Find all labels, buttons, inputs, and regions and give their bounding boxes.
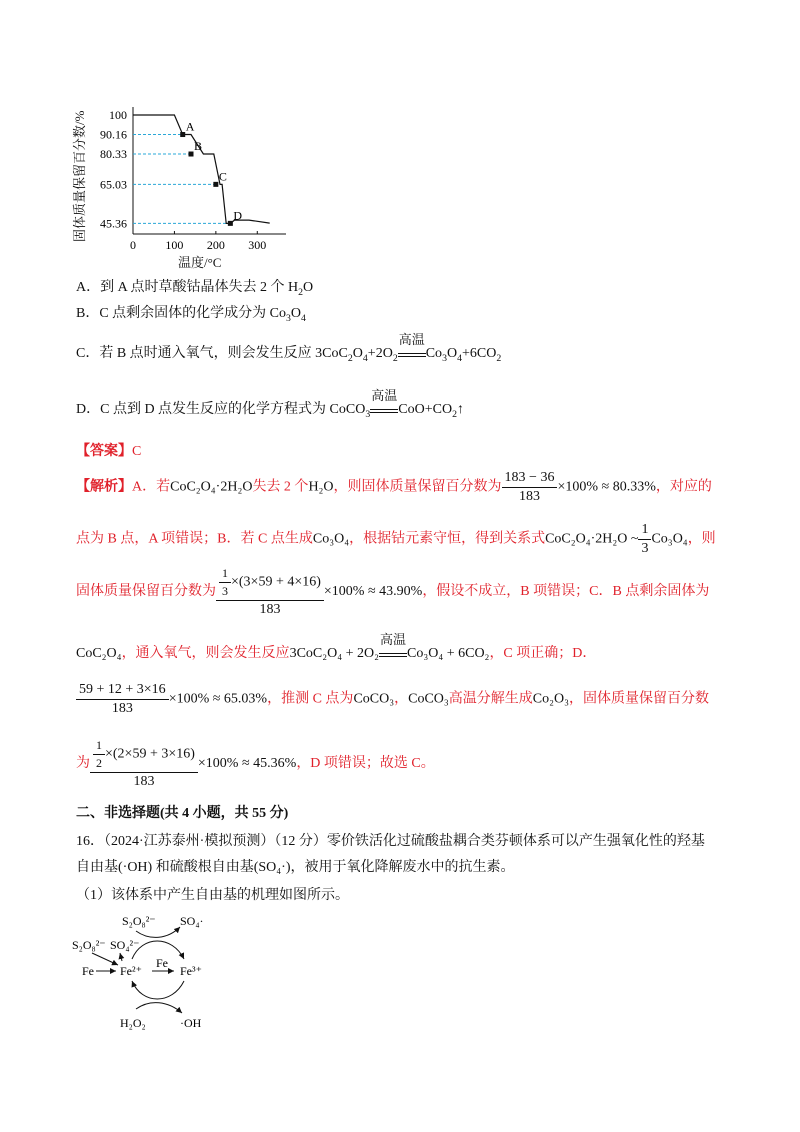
numerator [90,738,198,773]
analysis-line-2 [76,522,716,557]
x-tick-label: 200 [206,238,225,252]
numerator-text: ×(2×59 + 3×16) [105,746,195,762]
option-c-text: C．若 B 点时通入氧气，则会发生反应 3CoC [76,346,348,361]
formula: H₂O [308,479,334,495]
inner-fraction [93,738,105,771]
formula: ×100% ≈ 45.36% [197,756,297,772]
option-b-mid: O [290,306,302,321]
question-line-2 [76,856,515,876]
option-d [76,388,464,420]
formula: ×100% ≈ 43.90% [323,584,423,600]
x-tick-label: 100 [165,238,184,252]
txt: ，D 项错误；故选 C。 [296,756,435,772]
denominator: 3 [222,584,228,598]
txt: ，通入氧气，则会发生反应 [121,646,290,661]
txt: A．若 [132,479,171,495]
bottom-arc-arrow [132,981,184,999]
y-tick-label: 80.33 [100,147,127,162]
txt: 高温分解生成 [448,691,533,707]
fe2-label: Fe²⁺ [120,964,142,978]
s2o8-top-label: S₂O₈²⁻ [122,914,156,928]
txt: O [446,346,458,361]
h2o2-label: H₂O₂ [120,1016,146,1030]
txt: ，固体质量保留百分数 [569,691,709,707]
txt: )，被用于氧化降解废水中的抗生素。 [285,860,515,875]
s2o8-left-label: S₂O₈²⁻ [72,938,106,952]
s2o8-to-fe2-arrow [92,953,118,965]
data-line [133,115,270,223]
analysis-line-1 [76,470,712,505]
inner-fraction [219,566,231,599]
txt: O [352,346,363,361]
equals-sign [379,653,407,657]
point-marker [180,132,185,137]
gas-arrow: ↑ [456,402,464,417]
txt: ，对应的 [655,479,712,495]
sub: 2 [452,408,457,420]
analysis-line-6 [76,738,435,790]
option-a-post: O [302,280,314,295]
fraction [502,470,558,505]
numerator-text: ×(3×59 + 4×16) [231,574,321,590]
condition-label: 高温 [398,332,425,347]
analysis-line-4 [76,632,597,662]
numerator: 1 [93,738,105,755]
question-line-1: 16．（2024·江苏泰州·模拟预测）（12 分）零价铁活化过硫酸盐耦合类芬顿体系可以产生强氧化性的羟基 [76,834,705,849]
fe3-label: Fe³⁺ [180,964,202,978]
option-c [76,332,502,364]
condition-label: 高温 [371,388,398,403]
denominator: 183 [259,602,281,617]
sub: 2 [496,352,502,364]
option-d-text: D．C 点到 D 点发生反应的化学方程式为 CoCO [76,402,366,417]
y-tick-label: 65.03 [100,177,127,192]
denominator: 2 [96,756,102,770]
formula: CoCO₃ [408,691,449,707]
y-axis-label: 固体质量保留百分数/% [72,110,87,242]
fraction [76,682,169,717]
x-tick-label: 300 [248,238,267,252]
sub: 3 [442,352,447,364]
fe-mid-label: Fe [156,956,168,970]
y-tick-label: 90.16 [100,127,127,142]
reaction-condition [379,632,407,657]
txt: ，则 [687,531,716,547]
section-title: 二、非选择题(共 4 小题，共 55 分) [76,806,289,821]
x-tick-label: 0 [130,238,136,252]
numerator: 1 [219,566,231,583]
numerator: 59 + 12 + 3×16 [76,682,169,700]
fraction [638,522,651,557]
formula: Co₂O₃ [532,691,569,707]
fraction [216,566,324,618]
formula: Co₃O₄ [651,531,688,547]
txt: ，推测 C 点为 [267,691,354,707]
denominator: 3 [641,541,649,556]
txt: ， [394,691,409,707]
sub: 2 [347,352,353,364]
formula: Co₃O₄ + 6CO₂ [407,646,490,661]
point-label: D [233,208,243,223]
analysis-line-5 [76,682,709,717]
equals-sign [370,409,398,413]
denominator: 183 [133,774,155,789]
y-tick-label: 100 [109,108,127,122]
mechanism-diagram [70,905,240,1035]
formula: CoC₂O₄ [76,646,122,661]
txt: ，根据钴元素守恒，得到关系式 [349,531,546,547]
txt: 自由基(·OH) 和硫酸根自由基( [76,860,259,875]
answer-label: 【答案】 [76,444,132,459]
x-axis-label: 温度/°C [178,255,222,270]
formula: CoC₂O₄·2H₂O [170,479,253,495]
txt: ，C 项正确；D． [489,646,597,661]
analysis-label: 【解析】 [76,479,132,495]
option-b-sub1: 3 [286,312,291,324]
formula: ×100% ≈ 65.03% [168,691,268,707]
answer-line [76,440,141,460]
option-b [76,302,306,324]
analysis-line-3 [76,566,709,618]
mass-retention-chart [70,92,300,272]
txt: CoO+CO [398,402,453,417]
option-b-text: B．C 点剩余固体的化学成分为 Co [76,306,287,321]
denominator: 183 [111,701,133,716]
numerator: 183 − 36 [502,470,558,488]
condition-label: 高温 [379,632,406,647]
point-label: C [218,169,227,184]
sub: 3 [365,408,371,420]
sub-question-1: （1）该体系中产生自由基的机理如图所示。 [76,888,349,903]
top-arc-branch [136,927,180,937]
answer-value: C [132,444,142,459]
formula: Co₃O₄ [312,531,350,547]
option-b-sub2: 4 [301,312,306,324]
numerator: 1 [638,522,651,540]
txt: +2O [367,346,393,361]
txt: 点为 B 点，A 项错误；B．若 C 点生成 [76,531,313,547]
y-tick-label: 45.36 [100,216,127,231]
txt: ，则固体质量保留百分数为 [333,479,502,495]
txt: ，假设不成立，B 项错误；C．B 点剩余固体为 [422,584,710,600]
point-label: A [185,119,195,134]
formula: CoC₂O₄·2H₂O ~ [545,531,639,547]
denominator: 183 [519,489,540,504]
txt: 为 [76,756,90,772]
sub: 2 [392,352,398,364]
point-marker [189,152,194,157]
numerator [216,566,324,601]
reaction-condition [398,332,426,357]
fe-left-label: Fe [82,964,94,978]
txt: Co [425,346,443,361]
option-a-sub: 2 [298,286,303,298]
fraction [90,738,198,790]
point-label: B [194,139,203,154]
point-marker [228,221,233,226]
reaction-condition [370,388,398,413]
formula: 3CoC₂O₄ + 2O₂ [289,646,379,661]
txt: 固体质量保留百分数为 [76,584,216,600]
formula: ×100% ≈ 80.33% [557,479,656,495]
equals-sign [398,353,426,357]
sub: 4 [457,352,462,364]
option-a [76,276,313,298]
formula: CoCO₃ [353,691,395,707]
sub: 4 [362,352,368,364]
txt: 失去 2 个 [252,479,309,495]
option-a-text: A．到 A 点时草酸钴晶体失去 2 个 H [76,280,299,295]
txt: +6CO [462,346,497,361]
formula: SO₄· [258,860,286,875]
fe2-to-so4-arrow [120,953,122,961]
so4-radical-top-label: SO₄· [180,914,204,928]
point-marker [213,182,218,187]
oh-radical-label: ·OH [180,1016,202,1030]
bottom-arc-branch [136,1003,182,1013]
so4-left-label: SO₄²⁻ [110,938,140,952]
